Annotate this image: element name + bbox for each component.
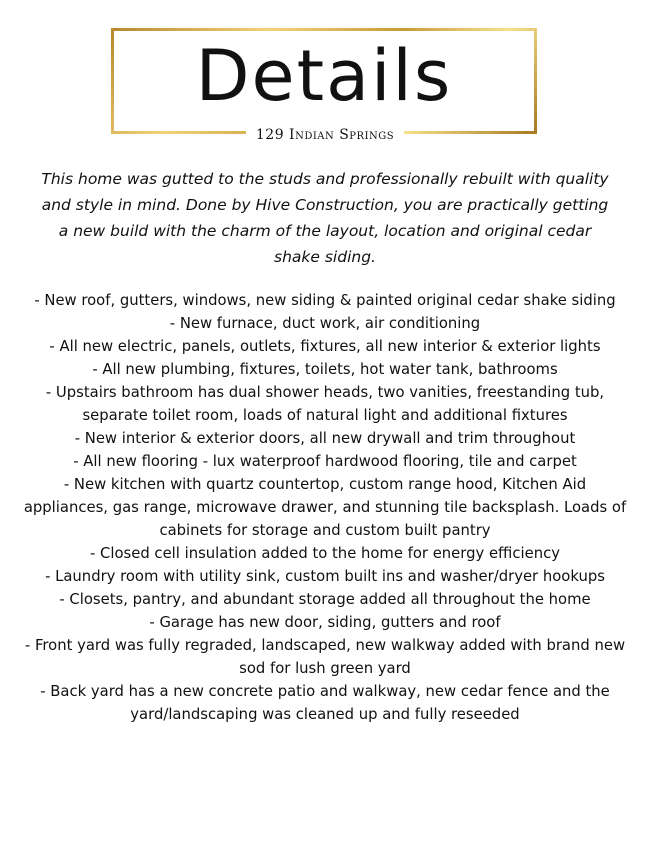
page-title: Details <box>195 35 453 117</box>
feature-item: - All new electric, panels, outlets, fixtures, all new interior & exterior lights <box>49 338 601 355</box>
intro-paragraph: This home was gutted to the studs and professionally rebuilt with quality and style in mind. Done by Hive Construction, you are practically getting a new build with the charm of the layout, location and original cedar shake siding. <box>41 170 609 266</box>
feature-item: - Upstairs bathroom has dual shower heads, two vanities, freestanding tub, separate toilet room, loads of natural light and additional fixtures <box>45 384 605 424</box>
feature-item: - New kitchen with quartz countertop, custom range hood, Kitchen Aid appliances, gas range, microwave drawer, and stunning tile backsplash. Loads of cabinets for storage and custom built pantry <box>23 476 627 539</box>
feature-item: - All new flooring - lux waterproof hardwood flooring, tile and carpet <box>73 453 577 470</box>
feature-item: - Closed cell insulation added to the home for energy efficiency <box>89 545 560 562</box>
subtitle-container <box>0 124 650 145</box>
feature-item: - Closets, pantry, and abundant storage added all throughout the home <box>59 591 591 608</box>
feature-item: - Front yard was fully regraded, landscaped, new walkway added with brand new sod for lush green yard <box>24 637 626 677</box>
feature-item: - Garage has new door, siding, gutters and roof <box>149 614 501 631</box>
feature-item: - New interior & exterior doors, all new drywall and trim throughout <box>74 430 576 447</box>
feature-item: - All new plumbing, fixtures, toilets, hot water tank, bathrooms <box>92 361 558 378</box>
feature-item: - New furnace, duct work, air conditioning <box>169 315 481 332</box>
feature-item: - Back yard has a new concrete patio and walkway, new cedar fence and the yard/landscaping was cleaned up and fully reseeded <box>40 683 610 723</box>
property-address: 129 Indian Springs <box>246 125 404 145</box>
features-list <box>20 289 630 726</box>
feature-item: - Laundry room with utility sink, custom built ins and washer/dryer hookups <box>45 568 605 585</box>
feature-item: - New roof, gutters, windows, new siding & painted original cedar shake siding <box>34 292 616 309</box>
